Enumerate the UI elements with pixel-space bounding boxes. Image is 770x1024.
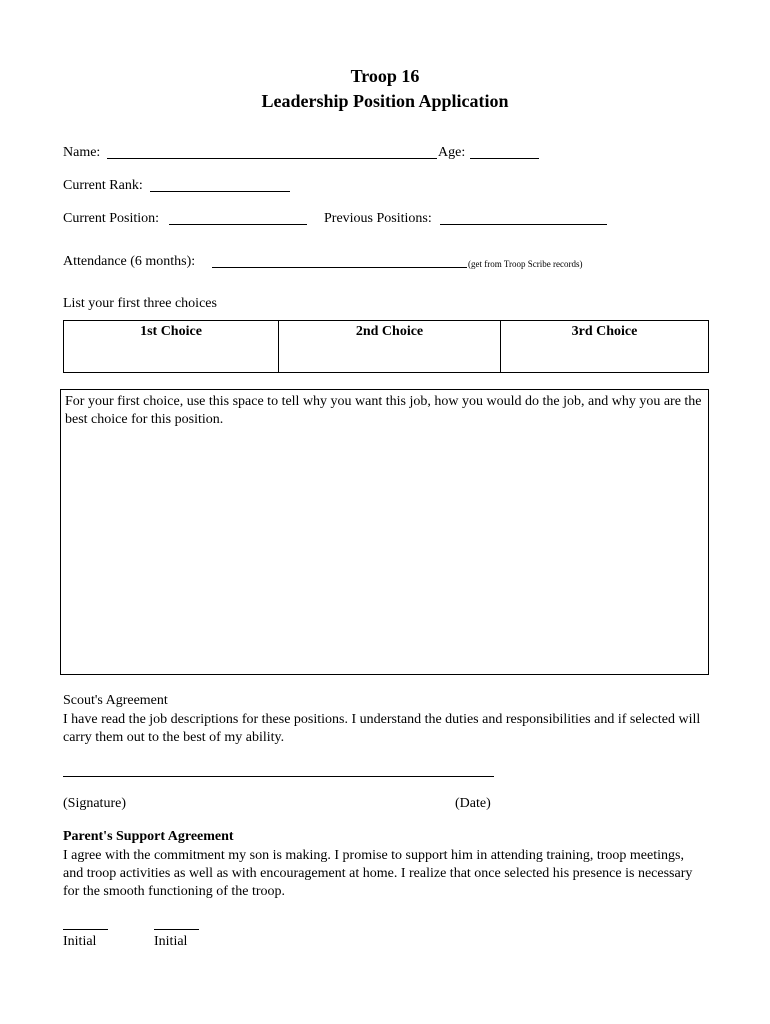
attendance-note: (get from Troop Scribe records) [468,259,583,269]
name-field[interactable] [107,158,437,159]
choices-table [63,320,709,373]
current-rank-field[interactable] [150,191,290,192]
form-subtitle: Leadership Position Application [261,91,509,111]
signature-line[interactable] [63,776,494,777]
current-position-field[interactable] [169,224,307,225]
attendance-label: Attendance (6 months): [63,254,196,269]
essay-box[interactable] [60,389,709,675]
age-label: Age: [438,145,466,160]
age-field[interactable] [470,158,539,159]
current-rank-label: Current Rank: [63,178,143,193]
parent-agreement-heading: Parent's Support Agreement [63,829,234,844]
name-label: Name: [63,145,101,160]
attendance-field[interactable] [212,267,467,268]
previous-positions-label: Previous Positions: [324,211,432,226]
initial-1-label: Initial [63,934,97,949]
previous-positions-field[interactable] [440,224,607,225]
scout-agreement-text: I have read the job descriptions for these positions. I understand the duties and responsibilities and if selected will carry them out to the best of my ability. [63,712,701,745]
choice-1-cell[interactable]: 1st Choice [64,321,279,373]
parent-agreement-text: I agree with the commitment my son is making. I promise to support him in attending training, troop meetings, and troop activities as well as with encouragement at home. I realize that once selected his presence is necessary for the smooth functioning of the troop. [63,848,693,899]
current-position-label: Current Position: [63,211,160,226]
date-label: (Date) [455,796,491,811]
form-title: Troop 16 [350,66,420,86]
choices-intro: List your first three choices [63,296,217,311]
essay-prompt: For your first choice, use this space to tell why you want this job, how you would do the job, and why you are the best choice for this position. [65,394,702,427]
initial-2-line[interactable] [154,929,199,930]
scout-agreement-heading: Scout's Agreement [63,693,168,708]
choice-3-cell[interactable]: 3rd Choice [501,321,709,373]
initial-2-label: Initial [154,934,188,949]
initial-1-line[interactable] [63,929,108,930]
choice-2-cell[interactable]: 2nd Choice [279,321,501,373]
signature-label: (Signature) [63,796,126,811]
